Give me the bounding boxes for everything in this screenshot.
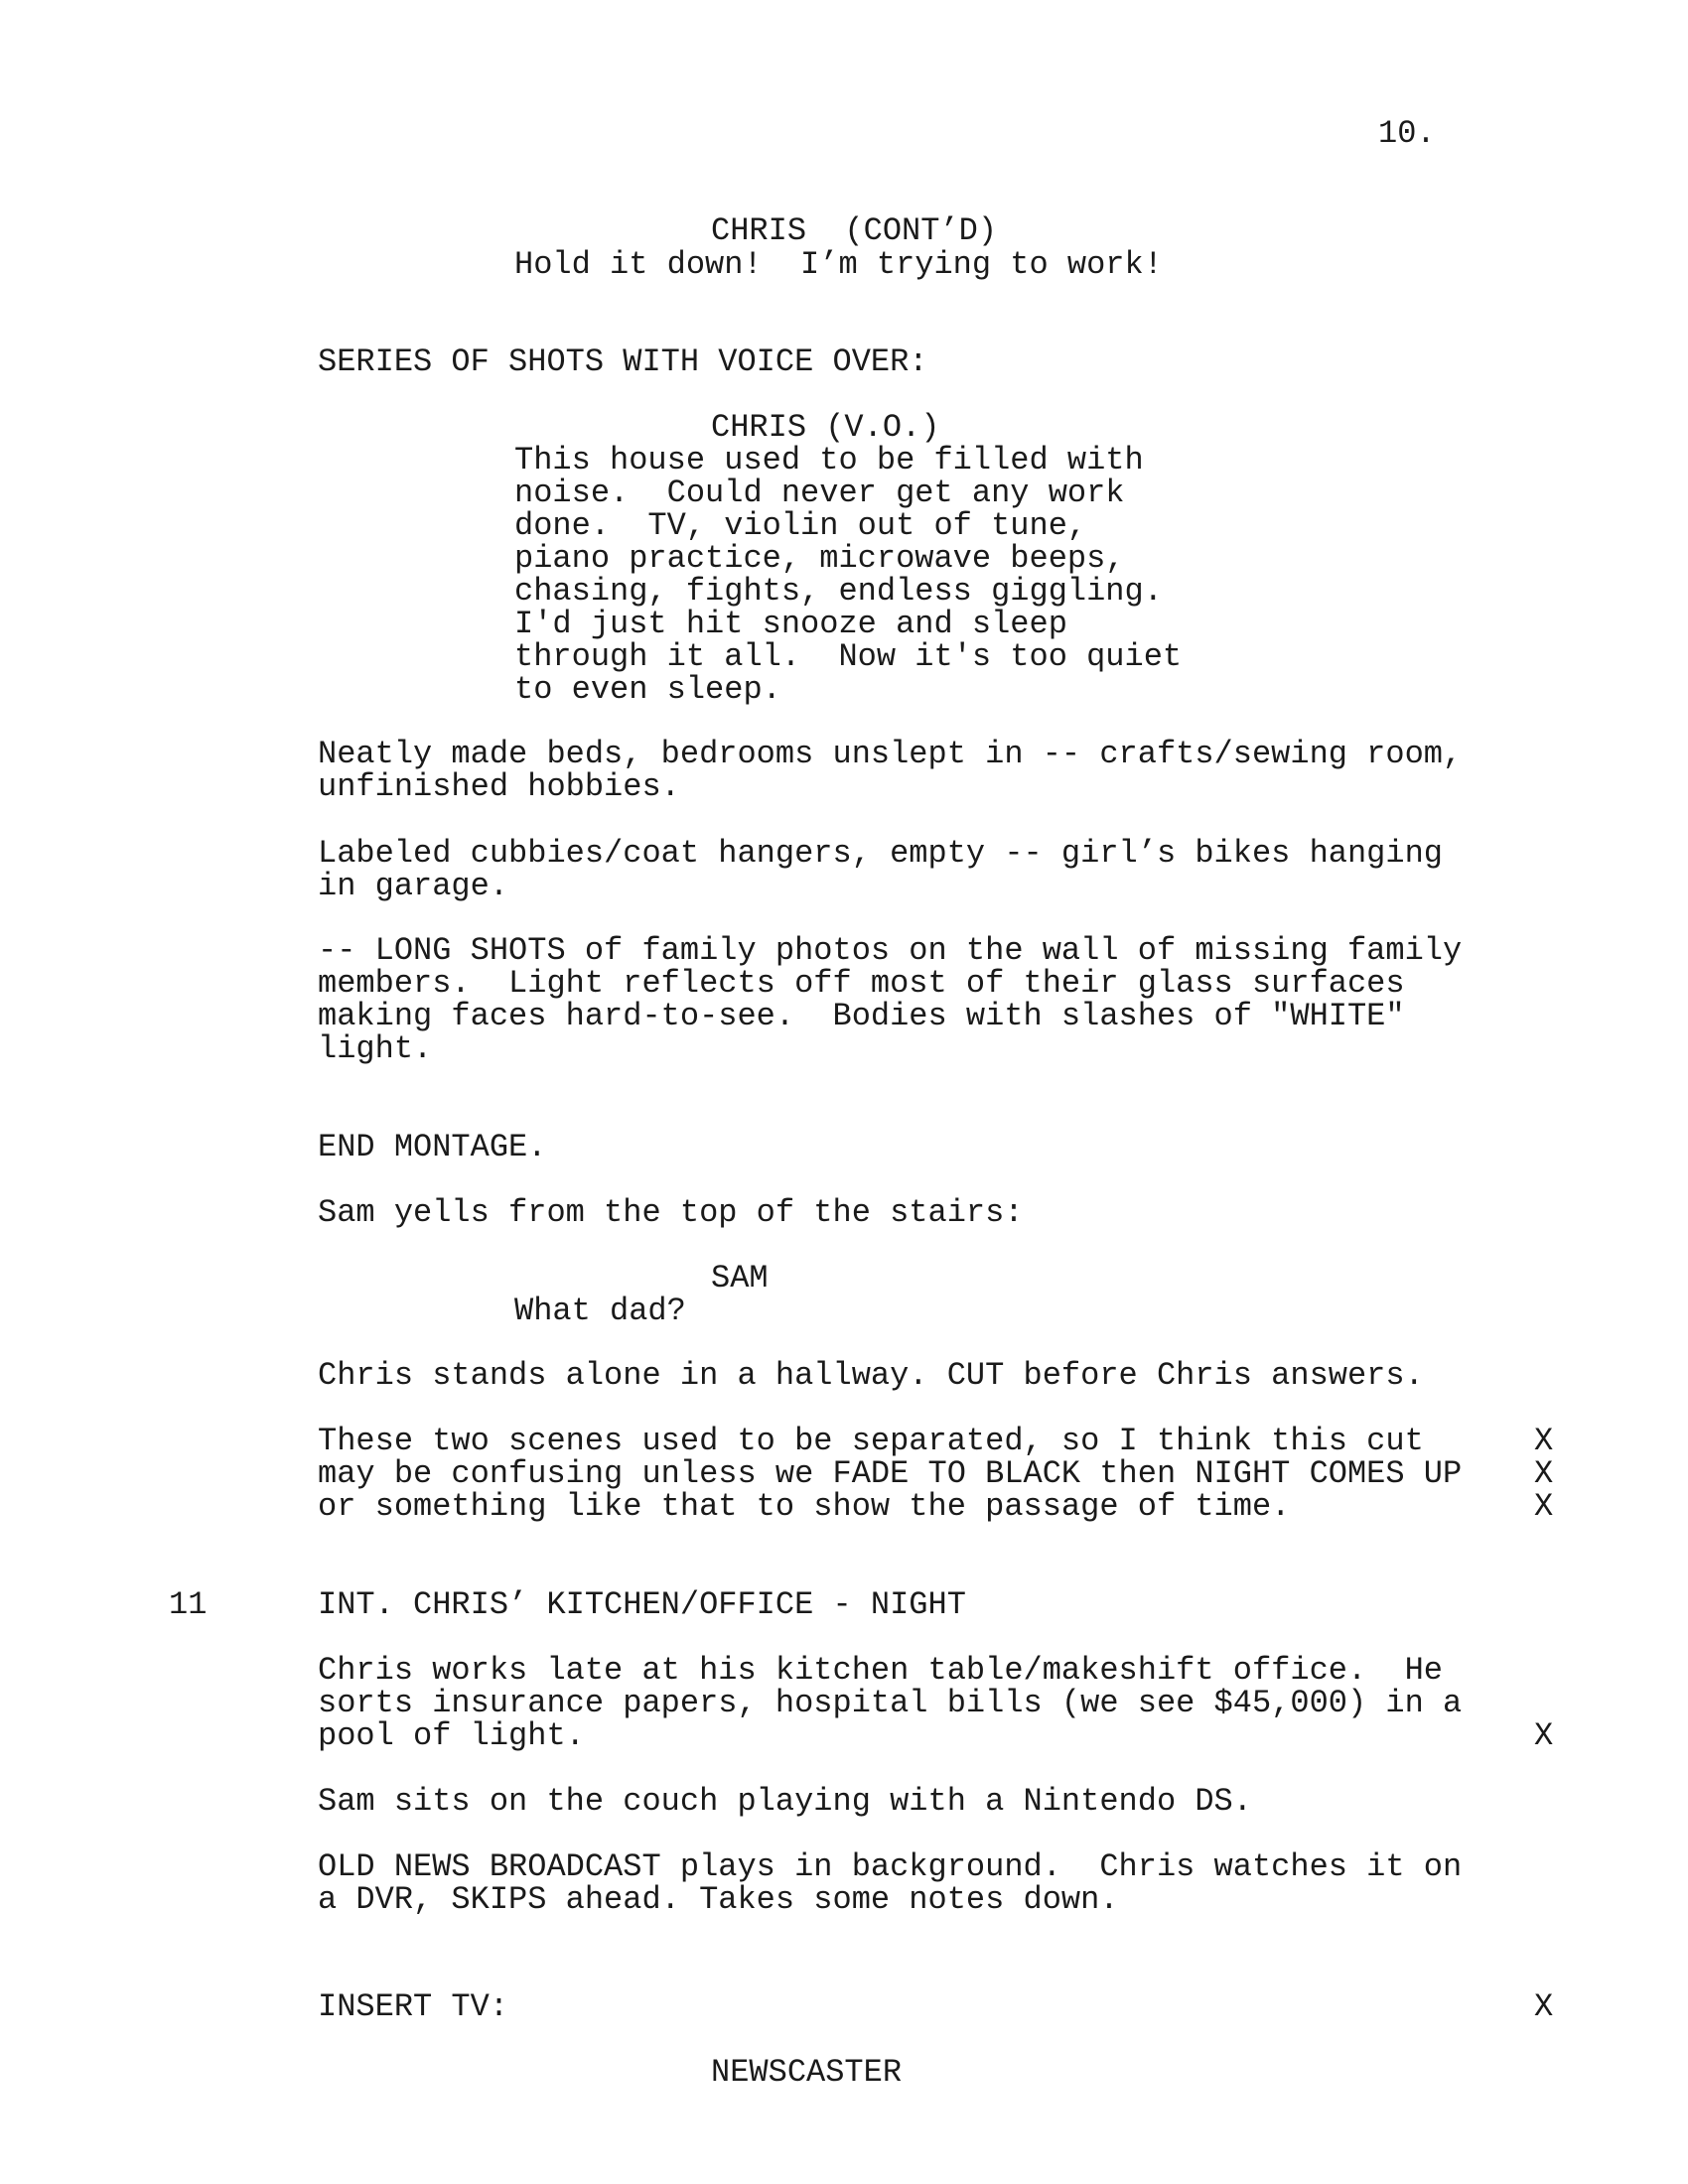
- character-cue-newscaster: NEWSCASTER: [711, 2054, 903, 2091]
- character-cue-sam: SAM: [711, 1260, 769, 1297]
- action-cubbies: [318, 837, 1443, 902]
- action-line: -- LONG SHOTS of family photos on the wall of missing family: [318, 932, 1463, 969]
- character-cue-chris-vo: CHRIS (V.O.): [711, 409, 940, 446]
- action-line: Chris works late at his kitchen table/makeshift office. He: [318, 1652, 1443, 1689]
- action-chris-works: [318, 1654, 1462, 1752]
- action-line: members. Light reflects off most of their glass surfaces: [318, 965, 1405, 1002]
- action-line: unfinished hobbies.: [318, 768, 680, 805]
- dialogue-line: This house used to be filled with: [514, 442, 1144, 478]
- dialogue-line: to even sleep.: [514, 671, 781, 708]
- action-beds: [318, 738, 1462, 803]
- character-cue-chris-contd: CHRIS (CONT’D): [711, 212, 998, 249]
- action-line: pool of light.: [318, 1717, 585, 1754]
- revision-mark: X: [1534, 1488, 1554, 1525]
- revision-mark: X: [1534, 1988, 1554, 2025]
- action-chris-stands: Chris stands alone in a hallway. CUT before Chris answers.: [318, 1357, 1424, 1394]
- dialogue-line: noise. Could never get any work: [514, 475, 1125, 511]
- action-line: light.: [318, 1030, 433, 1067]
- action-sam-yells: Sam yells from the top of the stairs:: [318, 1194, 1024, 1231]
- voice-over-dialogue: [514, 444, 1182, 706]
- revision-mark: X: [1534, 1717, 1554, 1754]
- action-line: a DVR, SKIPS ahead. Takes some notes down.: [318, 1881, 1119, 1918]
- revision-note: [318, 1425, 1462, 1523]
- note-line: or something like that to show the passage of time.: [318, 1488, 1291, 1525]
- dialogue-line: done. TV, violin out of tune,: [514, 507, 1087, 544]
- action-line: Labeled cubbies/coat hangers, empty -- girl’s bikes hanging: [318, 835, 1443, 872]
- dialogue-line: I'd just hit snooze and sleep: [514, 606, 1067, 642]
- end-montage: END MONTAGE.: [318, 1129, 547, 1165]
- action-sam-sits: Sam sits on the couch playing with a Nintendo DS.: [318, 1783, 1252, 1820]
- revision-mark: X: [1534, 1455, 1554, 1492]
- dialogue-hold-it-down: Hold it down! I’m trying to work!: [514, 246, 1163, 283]
- dialogue-line: through it all. Now it's too quiet: [514, 638, 1183, 675]
- note-line: These two scenes used to be separated, so I think this cut: [318, 1423, 1424, 1459]
- scene-heading: INT. CHRIS’ KITCHEN/OFFICE - NIGHT: [318, 1586, 966, 1623]
- scene-number: 11: [169, 1586, 208, 1623]
- dialogue-line: chasing, fights, endless giggling.: [514, 573, 1163, 610]
- action-line: OLD NEWS BROADCAST plays in background. Chris watches it on: [318, 1848, 1463, 1885]
- dialogue-what-dad: What dad?: [514, 1293, 686, 1329]
- action-news: [318, 1850, 1462, 1916]
- insert-tv: INSERT TV:: [318, 1988, 509, 2025]
- note-line: may be confusing unless we FADE TO BLACK then NIGHT COMES UP: [318, 1455, 1463, 1492]
- action-line: Neatly made beds, bedrooms unslept in -- crafts/sewing room,: [318, 736, 1463, 772]
- dialogue-line: piano practice, microwave beeps,: [514, 540, 1125, 577]
- page-number: 10.: [1378, 115, 1436, 152]
- action-line: making faces hard-to-see. Bodies with slashes of "WHITE": [318, 998, 1405, 1034]
- revision-mark: X: [1534, 1423, 1554, 1459]
- action-photos: [318, 934, 1462, 1065]
- series-of-shots-header: SERIES OF SHOTS WITH VOICE OVER:: [318, 343, 928, 380]
- action-line: in garage.: [318, 868, 509, 904]
- action-line: sorts insurance papers, hospital bills (we see $45,000) in a: [318, 1685, 1463, 1721]
